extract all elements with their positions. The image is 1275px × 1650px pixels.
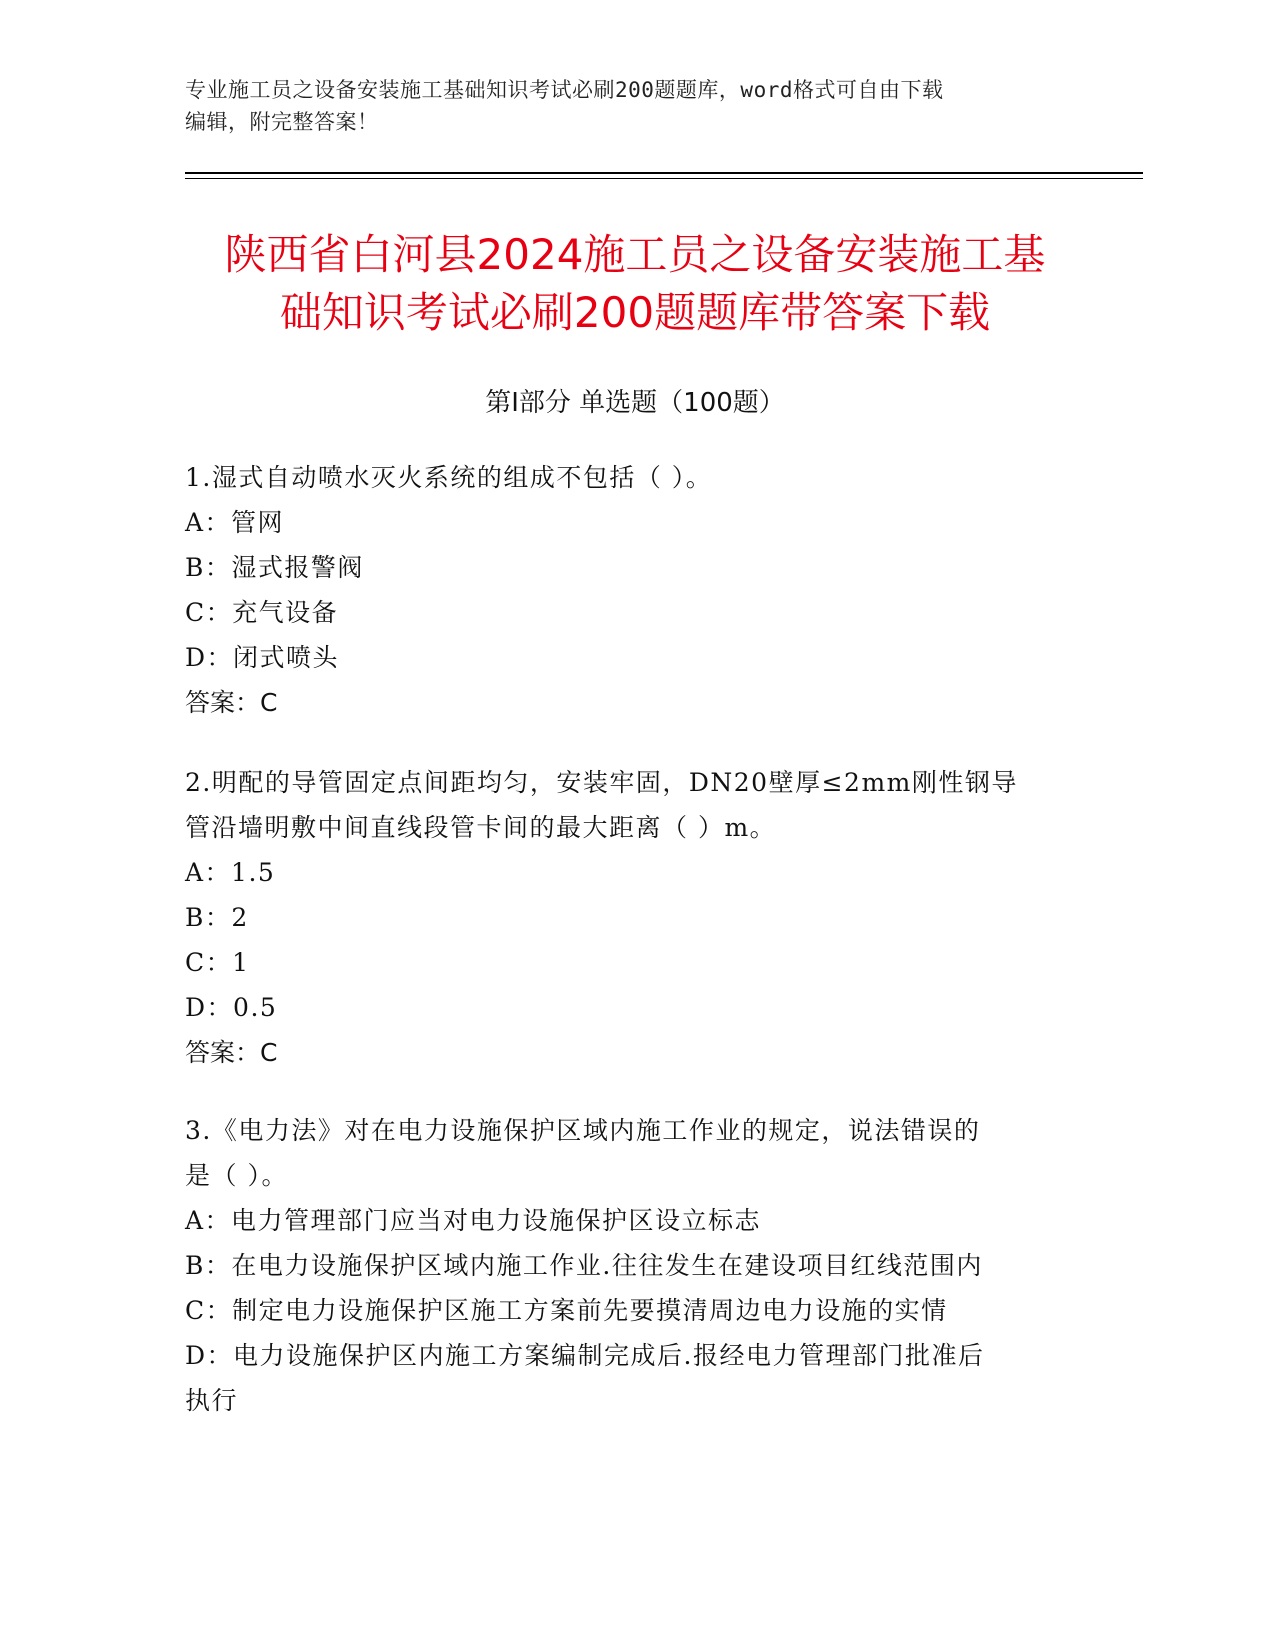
option-b: B：在电力设施保护区域内施工作业.往往发生在建设项目红线范围内 [185, 1251, 983, 1280]
question-stem-line-2: 管沿墙明敷中间直线段管卡间的最大距离（ ）m。 [185, 813, 777, 842]
option-a: A：1.5 [185, 858, 276, 887]
header-divider-thin [185, 178, 1143, 179]
question-1 [185, 455, 1055, 725]
option-b: B：湿式报警阀 [185, 553, 364, 582]
option-a: A：电力管理部门应当对电力设施保护区设立标志 [185, 1206, 762, 1235]
header-note-line-1: 专业施工员之设备安装施工基础知识考试必刷200题题库，word格式可自由下载 [185, 78, 944, 102]
header-divider-thick [185, 172, 1143, 174]
document-title-line-2: 础知识考试必刷200题题库带答案下载 [279, 288, 991, 337]
question-stem: 1.湿式自动喷水灭火系统的组成不包括（ ）。 [185, 463, 713, 492]
document-title-line-1: 陕西省白河县2024施工员之设备安装施工基 [224, 230, 1046, 279]
option-d-continuation: 执行 [185, 1386, 239, 1415]
option-d: D：电力设施保护区内施工方案编制完成后.报经电力管理部门批准后 [185, 1341, 985, 1370]
option-c: C：制定电力设施保护区施工方案前先要摸清周边电力设施的实情 [185, 1296, 948, 1325]
option-b: B：2 [185, 903, 249, 932]
option-a: A：管网 [185, 508, 285, 537]
question-2 [185, 760, 1055, 1075]
header-note [185, 74, 1055, 138]
answer: 答案：C [185, 1038, 278, 1067]
question-stem-line-2: 是（ ）。 [185, 1161, 288, 1190]
question-3 [185, 1108, 1055, 1423]
option-c: C：1 [185, 948, 250, 977]
option-c: C：充气设备 [185, 598, 339, 627]
option-d: D：0.5 [185, 993, 278, 1022]
question-stem-line-1: 2.明配的导管固定点间距均匀，安装牢固，DN20壁厚≤2mm刚性钢导 [185, 768, 1018, 797]
question-stem-line-1: 3.《电力法》对在电力设施保护区域内施工作业的规定，说法错误的 [185, 1116, 981, 1145]
document-title [185, 226, 1085, 342]
option-d: D：闭式喷头 [185, 643, 340, 672]
section-title: 第Ⅰ部分 单选题（100题） [485, 388, 785, 418]
header-note-line-2: 编辑，附完整答案！ [185, 110, 379, 134]
answer: 答案：C [185, 688, 278, 717]
